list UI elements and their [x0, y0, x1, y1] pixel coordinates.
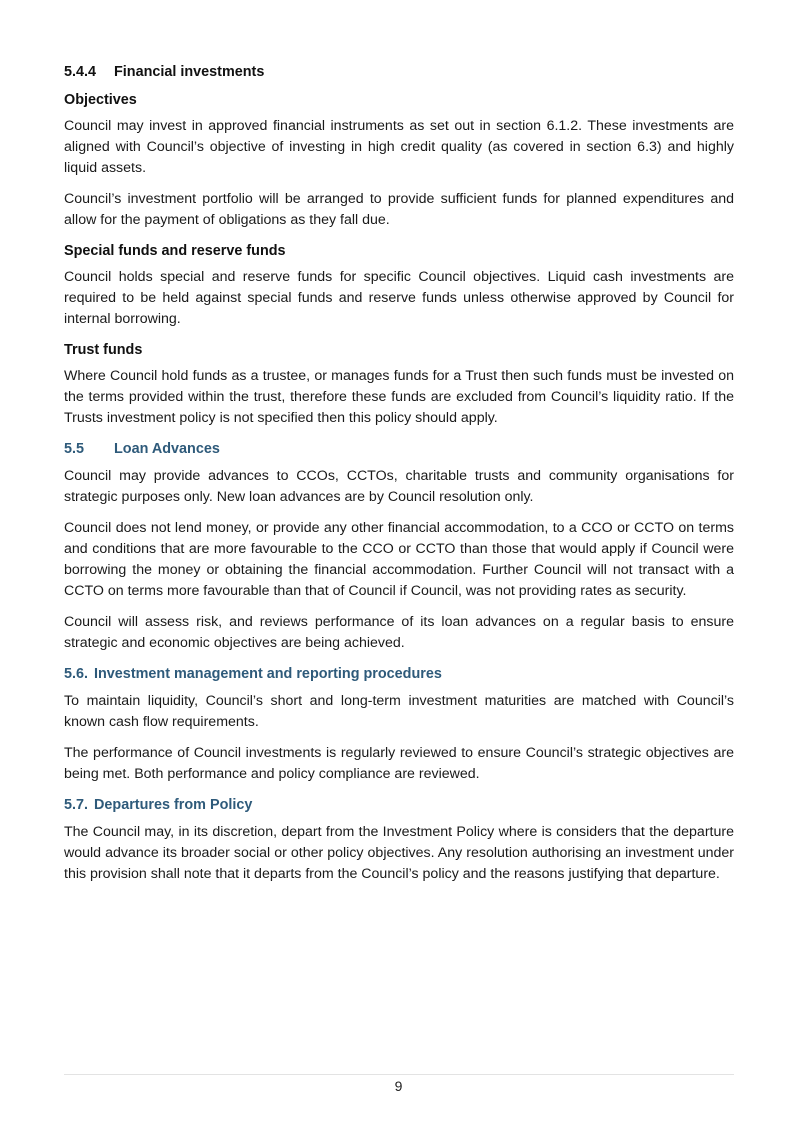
- section-5-6-heading: [64, 664, 734, 685]
- section-title: Loan Advances: [114, 441, 220, 457]
- trust-funds-paragraph: Where Council hold funds as a trustee, or manages funds for a Trust then such funds must be invested on the terms provided within the trust, therefore these funds are excluded from Council’s liquidity ratio. If the Trusts investment policy is not specified then this policy should apply.: [64, 368, 734, 426]
- objectives-paragraph-2: Council’s investment portfolio will be arranged to provide sufficient funds for planned expenditures and allow for the payment of obligations as they fall due.: [64, 191, 734, 228]
- section-5-4-4-heading: [64, 62, 734, 83]
- departures-paragraph: The Council may, in its discretion, depart from the Investment Policy where is considers that the departure would advance its broader social or other policy objectives. Any resolution authorising an investment under this provision shall note that it departs from the Council’s policy and the reasons justifying that departure.: [64, 824, 734, 882]
- footer-divider: [64, 1074, 734, 1075]
- special-funds-paragraph: Council holds special and reserve funds for specific Council objectives. Liquid cash investments are required to be held against special funds and reserve funds unless otherwise approved by Council for internal borrowing.: [64, 269, 734, 327]
- special-funds-heading: Special funds and reserve funds: [64, 243, 286, 259]
- investment-management-paragraph-1: To maintain liquidity, Council’s short and long-term investment maturities are matched with Council’s known cash flow requirements.: [64, 693, 734, 730]
- section-title: Departures from Policy: [94, 797, 253, 813]
- loan-advances-paragraph-3: Council will assess risk, and reviews performance of its loan advances on a regular basis to ensure strategic and economic objectives are being achieved.: [64, 614, 734, 651]
- section-5-7-heading: [64, 795, 734, 816]
- section-title: Investment management and reporting procedures: [94, 666, 442, 682]
- loan-advances-paragraph-1: Council may provide advances to CCOs, CCTOs, charitable trusts and community organisations for strategic purposes only. New loan advances are by Council resolution only.: [64, 468, 734, 505]
- page-number: 9: [394, 1078, 403, 1094]
- objectives-paragraph-1: Council may invest in approved financial instruments as set out in section 6.1.2. These investments are aligned with Council’s objective of investing in high credit quality (as covered in section 6.3) and highly liquid assets.: [64, 118, 734, 176]
- section-number: 5.4.4: [64, 64, 97, 80]
- document-page: [64, 62, 734, 895]
- section-5-5-heading: [64, 439, 734, 460]
- section-title: Financial investments: [114, 64, 265, 80]
- section-number: 5.7.: [64, 797, 89, 813]
- trust-funds-heading: Trust funds: [64, 342, 143, 358]
- section-number: 5.5: [64, 441, 85, 457]
- section-number: 5.6.: [64, 666, 89, 682]
- loan-advances-paragraph-2: Council does not lend money, or provide any other financial accommodation, to a CCO or CCTO on terms and conditions that are more favourable to the CCO or CCTO than those that would apply if Council were borrowing the money or obtaining the financial accommodation. Further Council will not transact with a CCTO on terms more favourable than that of Council if Council, was not providing rates as security.: [64, 520, 734, 599]
- objectives-heading: Objectives: [64, 92, 137, 108]
- investment-management-paragraph-2: The performance of Council investments is regularly reviewed to ensure Council’s strategic objectives are being met. Both performance and policy compliance are reviewed.: [64, 745, 734, 782]
